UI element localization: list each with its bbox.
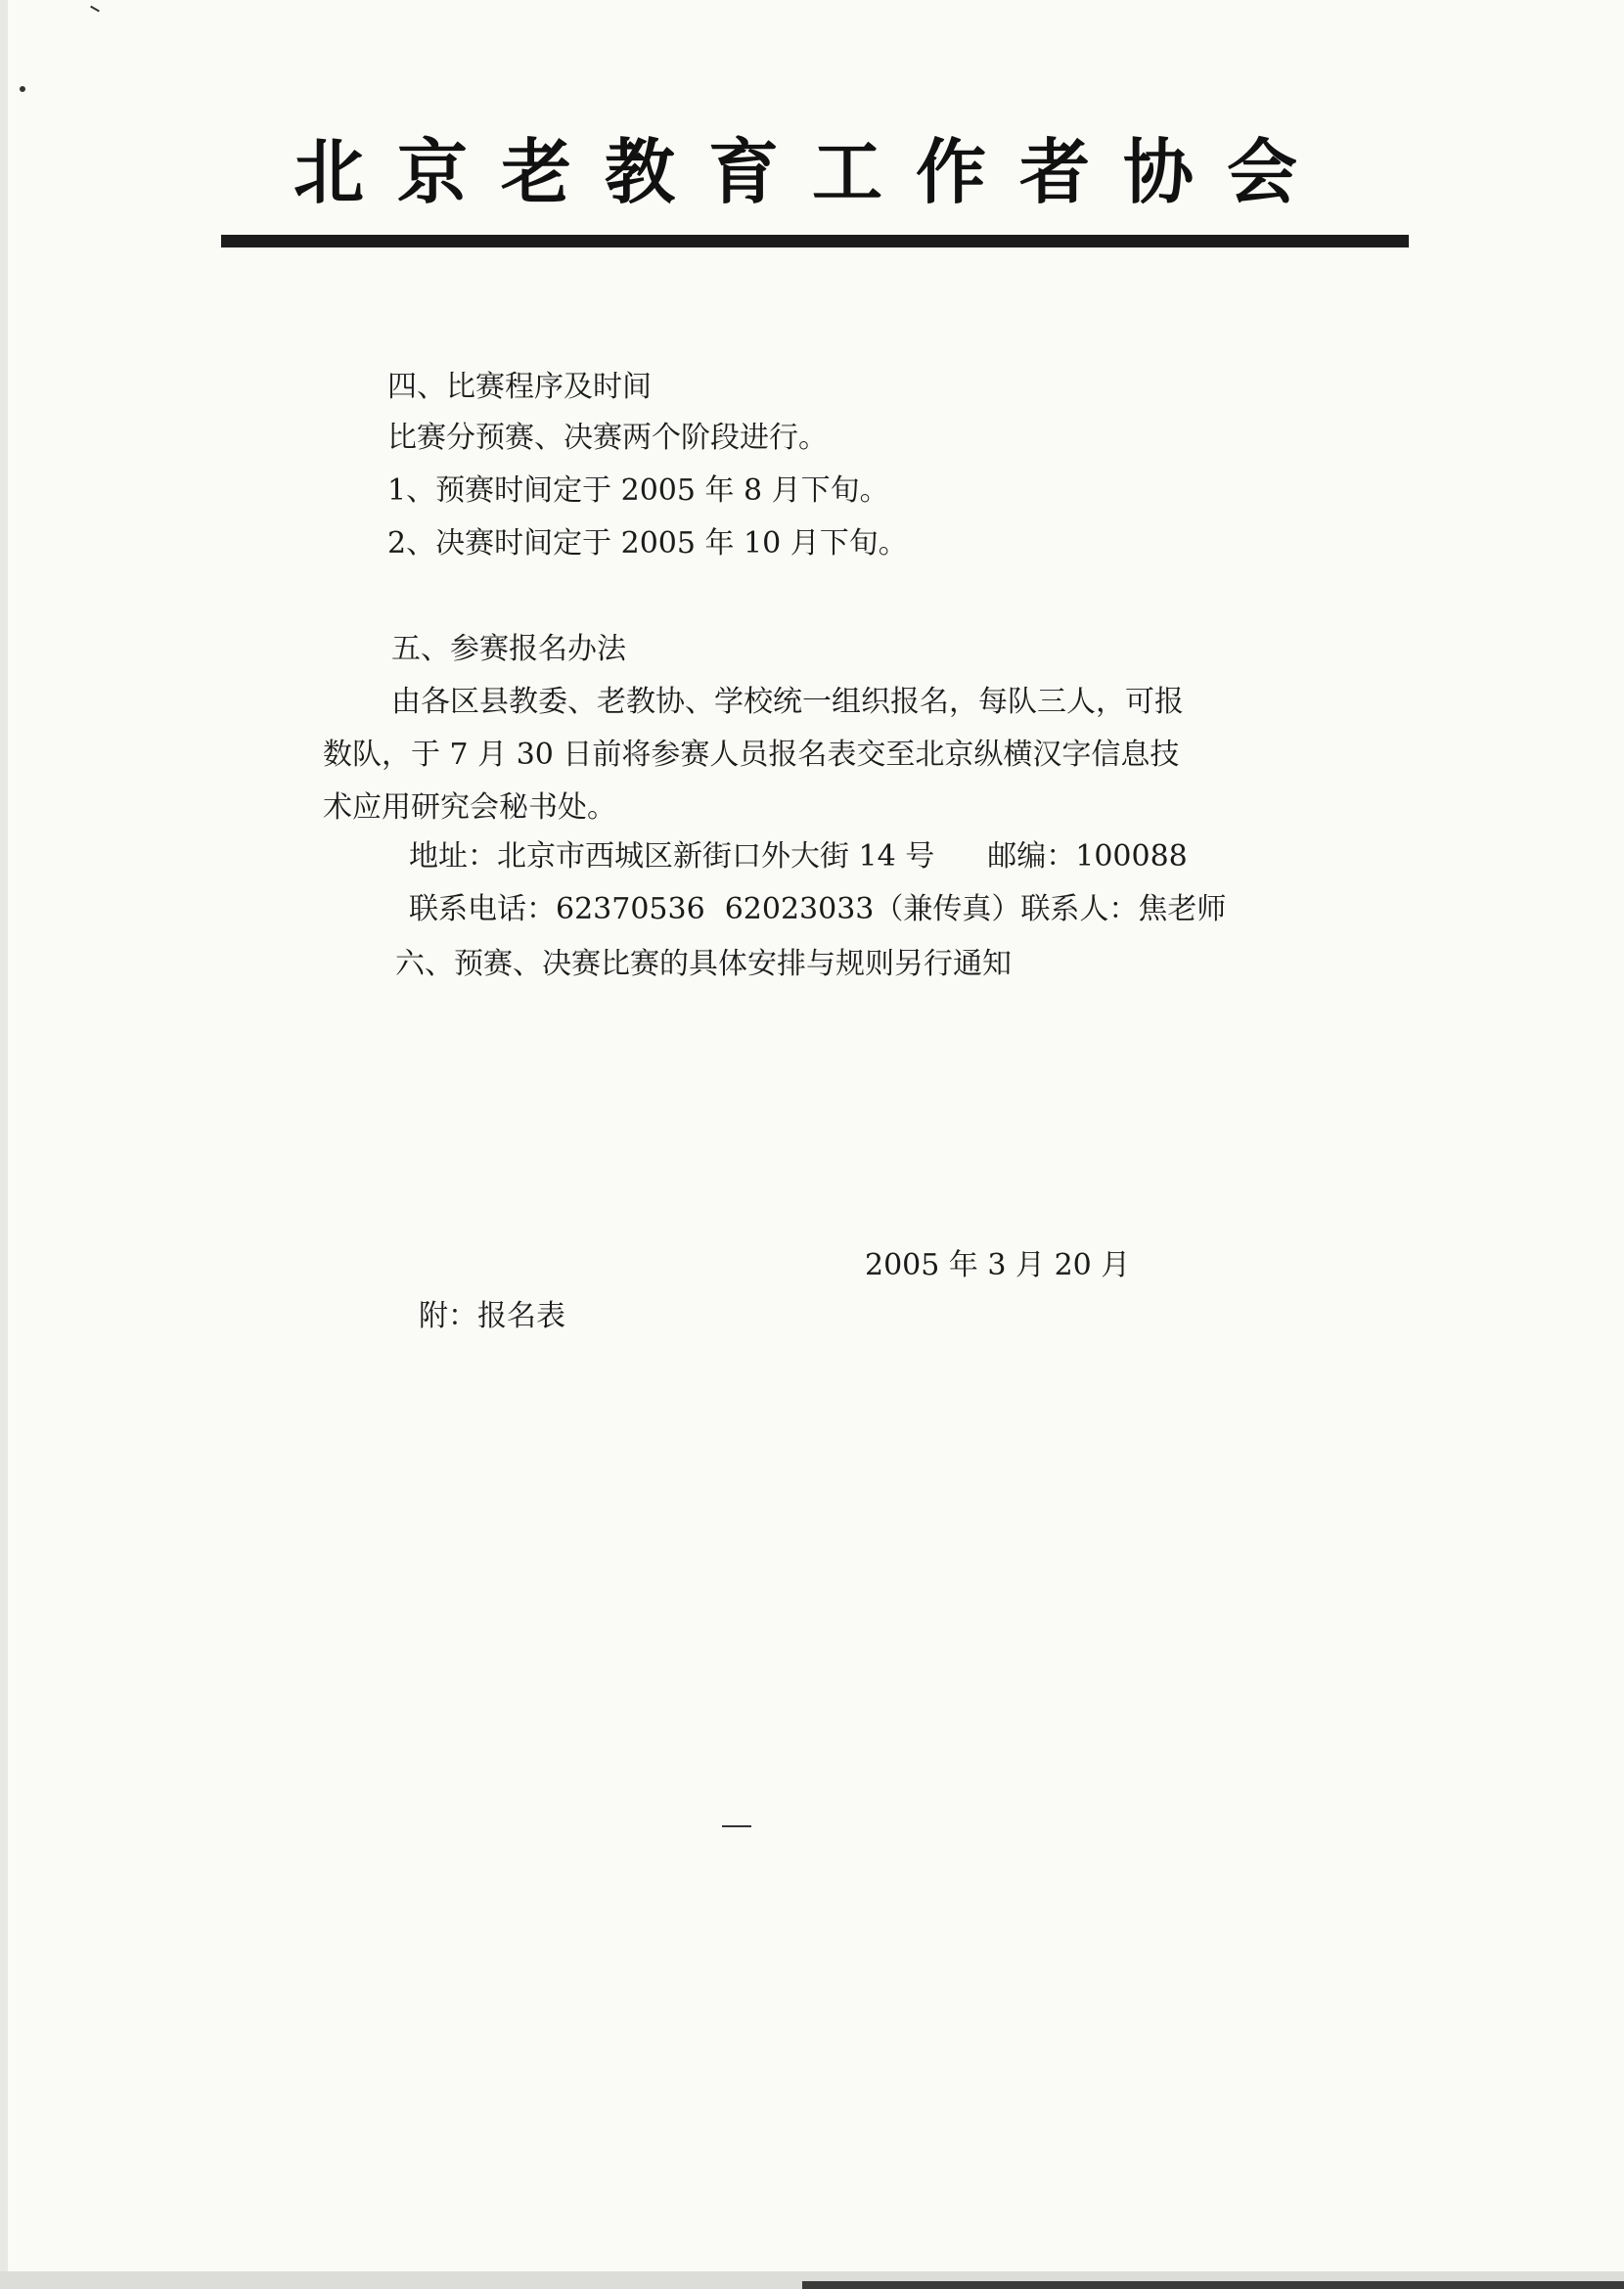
scan-speck <box>90 6 100 13</box>
scan-edge-left <box>0 0 8 2289</box>
section-5-body-line-3: 术应用研究会秘书处。 <box>323 790 616 825</box>
section-5-body-line-2: 数队，于 7 月 30 日前将参赛人员报名表交至北京纵横汉字信息技 <box>323 738 1180 772</box>
section-5-body-line-1: 由各区县教委、老教协、学校统一组织报名，每队三人，可报 <box>391 685 1184 719</box>
address-text: 地址：北京市西城区新街口外大街 14 号 <box>409 839 935 874</box>
fax-contact-text: 62023033（兼传真）联系人：焦老师 <box>724 892 1227 926</box>
document-date: 2005 年 3 月 20 月 <box>865 1248 1131 1282</box>
scan-edge-bottom-shadow <box>802 2281 1624 2289</box>
contact-phone-line <box>409 890 1226 929</box>
phone-text: 联系电话：62370536 <box>409 892 705 926</box>
organization-title: 北京老教育工作者协会 <box>293 130 1331 213</box>
postcode-text: 邮编：100088 <box>987 839 1188 874</box>
section-6-heading: 六、预赛、决赛比赛的具体安排与规则另行通知 <box>395 947 1012 981</box>
section-4-item-1: 1、预赛时间定于 2005 年 8 月下旬。 <box>387 473 889 508</box>
section-4-intro: 比赛分预赛、决赛两个阶段进行。 <box>387 421 828 455</box>
section-4-item-2: 2、决赛时间定于 2005 年 10 月下旬。 <box>387 526 908 561</box>
title-divider <box>221 235 1409 247</box>
section-5-heading: 五、参赛报名办法 <box>391 632 626 666</box>
section-4-heading: 四、比赛程序及时间 <box>387 370 652 404</box>
scan-speck <box>20 86 25 92</box>
contact-address-line <box>409 837 1188 876</box>
attachment-note: 附：报名表 <box>419 1299 565 1333</box>
scan-speck <box>722 1825 751 1827</box>
